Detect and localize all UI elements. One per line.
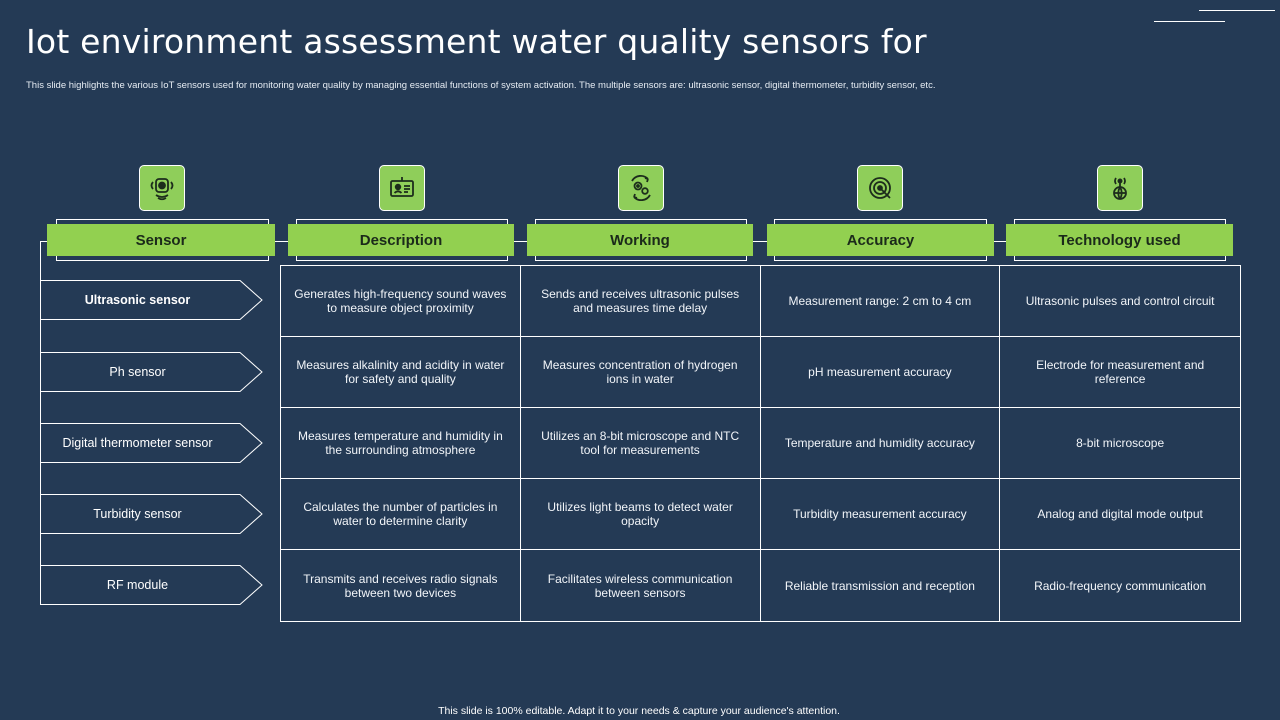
table-cell-description: Calculates the number of particles in water to determine clarity — [281, 479, 521, 550]
table-cell-working: Measures concentration of hydrogen ions in water — [521, 337, 761, 408]
sensor-table — [280, 265, 1241, 622]
table-cell-working: Facilitates wireless communication between sensors — [521, 550, 761, 621]
header-description: Description — [288, 224, 514, 256]
sensor-label-turbidity: Turbidity sensor — [40, 494, 263, 534]
footer-note: This slide is 100% editable. Adapt it to your needs & capture your audience's attention. — [438, 705, 840, 717]
table-cell-description: Generates high-frequency sound waves to measure object proximity — [281, 266, 521, 337]
decorative-line-bottom — [1154, 21, 1225, 22]
target-icon — [857, 165, 903, 211]
sensor-label-ultrasonic: Ultrasonic sensor — [40, 280, 263, 320]
header-working: Working — [527, 224, 753, 256]
table-cell-description: Transmits and receives radio signals between two devices — [281, 550, 521, 621]
table-cell-technology: Ultrasonic pulses and control circuit — [1000, 266, 1240, 337]
sensor-icon — [139, 165, 185, 211]
table-cell-description: Measures temperature and humidity in the surrounding atmosphere — [281, 408, 521, 479]
gears-cycle-icon — [618, 165, 664, 211]
table-cell-technology: Radio-frequency communication — [1034, 578, 1207, 593]
header-technology: Technology used — [1006, 224, 1233, 256]
table-cell-working: Sends and receives ultrasonic pulses and measures time delay — [521, 266, 761, 337]
table-cell-accuracy: pH measurement accuracy — [761, 337, 1001, 408]
table-cell-accuracy: Turbidity measurement accuracy — [761, 479, 1001, 550]
header-accuracy: Accuracy — [767, 224, 994, 256]
decorative-line-top — [1199, 10, 1275, 11]
table-cell-accuracy: Measurement range: 2 cm to 4 cm — [761, 266, 1001, 337]
id-card-icon — [379, 165, 425, 211]
sensor-label-digital-thermometer: Digital thermometer sensor — [40, 423, 263, 463]
antenna-globe-icon — [1097, 165, 1143, 211]
sensor-label-ph: Ph sensor — [40, 352, 263, 392]
table-cell-working: Utilizes light beams to detect water opacity — [521, 479, 761, 550]
table-cell-accuracy: Temperature and humidity accuracy — [761, 408, 1001, 479]
table-cell-technology: Electrode for measurement and reference — [1000, 337, 1240, 408]
page-title: Iot environment assessment water quality sensors for — [26, 22, 927, 61]
sensor-label-rf-module: RF module — [40, 565, 263, 605]
table-cell-accuracy: Reliable transmission and reception — [761, 550, 1001, 621]
table-cell-technology: 8-bit microscope — [1000, 408, 1240, 479]
header-sensor: Sensor — [47, 224, 275, 256]
table-cell-technology: Analog and digital mode output — [1000, 479, 1240, 550]
table-cell-working: Utilizes an 8-bit microscope and NTC tool for measurements — [521, 408, 761, 479]
page-subtitle: This slide highlights the various IoT sensors used for monitoring water quality by managing essential functions of system activation. The multiple sensors are: ultrasonic sensor, digital thermometer, turbidity sensor, etc. — [26, 80, 936, 91]
table-cell-description: Measures alkalinity and acidity in water for safety and quality — [281, 337, 521, 408]
